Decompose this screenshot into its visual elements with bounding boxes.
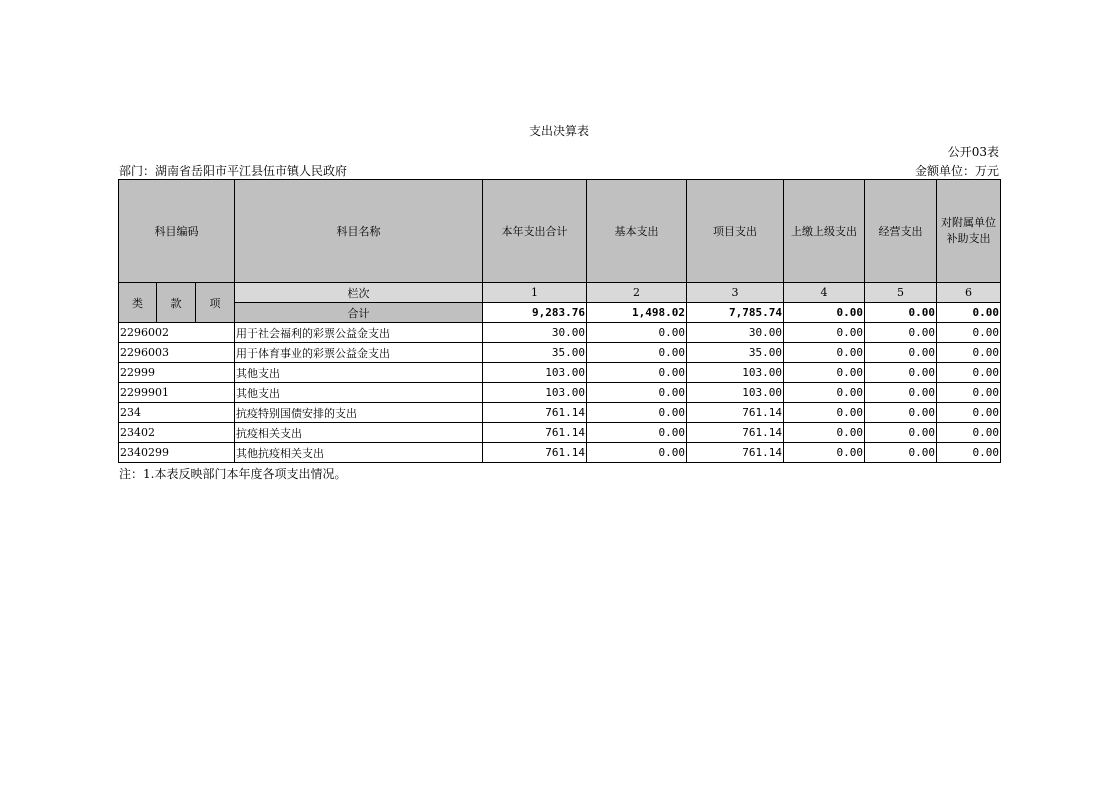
- amount-cell: 0.00: [587, 343, 687, 363]
- amount-cell: 0.00: [784, 423, 865, 443]
- amount-cell: 103.00: [483, 363, 587, 383]
- header-kuan: 款: [157, 283, 196, 323]
- subject-name: 抗疫相关支出: [235, 423, 483, 443]
- amount-cell: 0.00: [784, 383, 865, 403]
- header-business: 经营支出: [865, 180, 937, 283]
- amount-cell: 0.00: [865, 363, 937, 383]
- header-upper: 上缴上级支出: [784, 180, 865, 283]
- sum-value: 0.00: [784, 303, 865, 323]
- column-index: 2: [587, 283, 687, 303]
- amount-cell: 30.00: [483, 323, 587, 343]
- amount-cell: 0.00: [784, 443, 865, 463]
- subject-name: 抗疫特别国债安排的支出: [235, 403, 483, 423]
- subject-code: 23402: [119, 423, 235, 443]
- subject-code: 2299901: [119, 383, 235, 403]
- sum-label: 合计: [235, 303, 483, 323]
- table-number: 公开03表: [947, 145, 999, 159]
- expenditure-table: [118, 179, 1001, 463]
- subject-name: 其他抗疫相关支出: [235, 443, 483, 463]
- table-row: [119, 403, 1001, 423]
- footnote: 注：1.本表反映部门本年度各项支出情况。: [119, 467, 347, 481]
- sum-value: 7,785.74: [687, 303, 784, 323]
- header-name: 科目名称: [235, 180, 483, 283]
- amount-cell: 761.14: [483, 423, 587, 443]
- sum-row: [119, 303, 1001, 323]
- amount-cell: 0.00: [784, 323, 865, 343]
- table-row: [119, 323, 1001, 343]
- amount-cell: 0.00: [937, 383, 1001, 403]
- sum-value: 0.00: [937, 303, 1001, 323]
- amount-cell: 103.00: [483, 383, 587, 403]
- amount-cell: 0.00: [865, 403, 937, 423]
- column-index: 6: [937, 283, 1001, 303]
- table-row: [119, 443, 1001, 463]
- amount-cell: 0.00: [587, 403, 687, 423]
- amount-cell: 35.00: [483, 343, 587, 363]
- subject-name: 其他支出: [235, 363, 483, 383]
- table-row: [119, 363, 1001, 383]
- amount-cell: 0.00: [937, 403, 1001, 423]
- sum-value: 0.00: [865, 303, 937, 323]
- column-index: 4: [784, 283, 865, 303]
- subject-code: 2296002: [119, 323, 235, 343]
- subject-name: 其他支出: [235, 383, 483, 403]
- column-index: 5: [865, 283, 937, 303]
- amount-cell: 0.00: [865, 443, 937, 463]
- table-row: [119, 343, 1001, 363]
- sum-value: 1,498.02: [587, 303, 687, 323]
- column-index-row: [119, 283, 1001, 303]
- table-row: [119, 383, 1001, 403]
- subject-code: 2296003: [119, 343, 235, 363]
- amount-cell: 761.14: [687, 443, 784, 463]
- amount-cell: 761.14: [687, 403, 784, 423]
- amount-cell: 0.00: [937, 363, 1001, 383]
- header-total: 本年支出合计: [483, 180, 587, 283]
- header-subsidy: 对附属单位补助支出: [937, 180, 1001, 283]
- subject-code: 22999: [119, 363, 235, 383]
- subject-name: 用于体育事业的彩票公益金支出: [235, 343, 483, 363]
- sum-value: 9,283.76: [483, 303, 587, 323]
- header-row: [119, 180, 1001, 283]
- column-index: 3: [687, 283, 784, 303]
- unit-label: 金额单位：万元: [914, 164, 999, 178]
- amount-cell: 30.00: [687, 323, 784, 343]
- subject-code: 234: [119, 403, 235, 423]
- report-title: 支出决算表: [528, 124, 589, 138]
- amount-cell: 0.00: [587, 443, 687, 463]
- amount-cell: 0.00: [587, 383, 687, 403]
- amount-cell: 0.00: [937, 343, 1001, 363]
- subject-code: 2340299: [119, 443, 235, 463]
- header-basic: 基本支出: [587, 180, 687, 283]
- amount-cell: 0.00: [587, 323, 687, 343]
- header-xiang: 项: [196, 283, 235, 323]
- amount-cell: 0.00: [587, 423, 687, 443]
- amount-cell: 0.00: [587, 363, 687, 383]
- amount-cell: 0.00: [865, 383, 937, 403]
- amount-cell: 0.00: [784, 403, 865, 423]
- amount-cell: 761.14: [483, 443, 587, 463]
- amount-cell: 35.00: [687, 343, 784, 363]
- amount-cell: 103.00: [687, 363, 784, 383]
- amount-cell: 0.00: [784, 343, 865, 363]
- amount-cell: 0.00: [937, 423, 1001, 443]
- table-row: [119, 423, 1001, 443]
- amount-cell: 0.00: [937, 443, 1001, 463]
- header-lei: 类: [119, 283, 157, 323]
- amount-cell: 761.14: [687, 423, 784, 443]
- amount-cell: 0.00: [784, 363, 865, 383]
- column-no-label: 栏次: [235, 283, 483, 303]
- header-project: 项目支出: [687, 180, 784, 283]
- subject-name: 用于社会福利的彩票公益金支出: [235, 323, 483, 343]
- amount-cell: 761.14: [483, 403, 587, 423]
- amount-cell: 0.00: [937, 323, 1001, 343]
- amount-cell: 0.00: [865, 343, 937, 363]
- department-label: 部门：湖南省岳阳市平江县伍市镇人民政府: [119, 164, 348, 178]
- amount-cell: 0.00: [865, 423, 937, 443]
- column-index: 1: [483, 283, 587, 303]
- amount-cell: 0.00: [865, 323, 937, 343]
- header-code: 科目编码: [119, 180, 235, 283]
- amount-cell: 103.00: [687, 383, 784, 403]
